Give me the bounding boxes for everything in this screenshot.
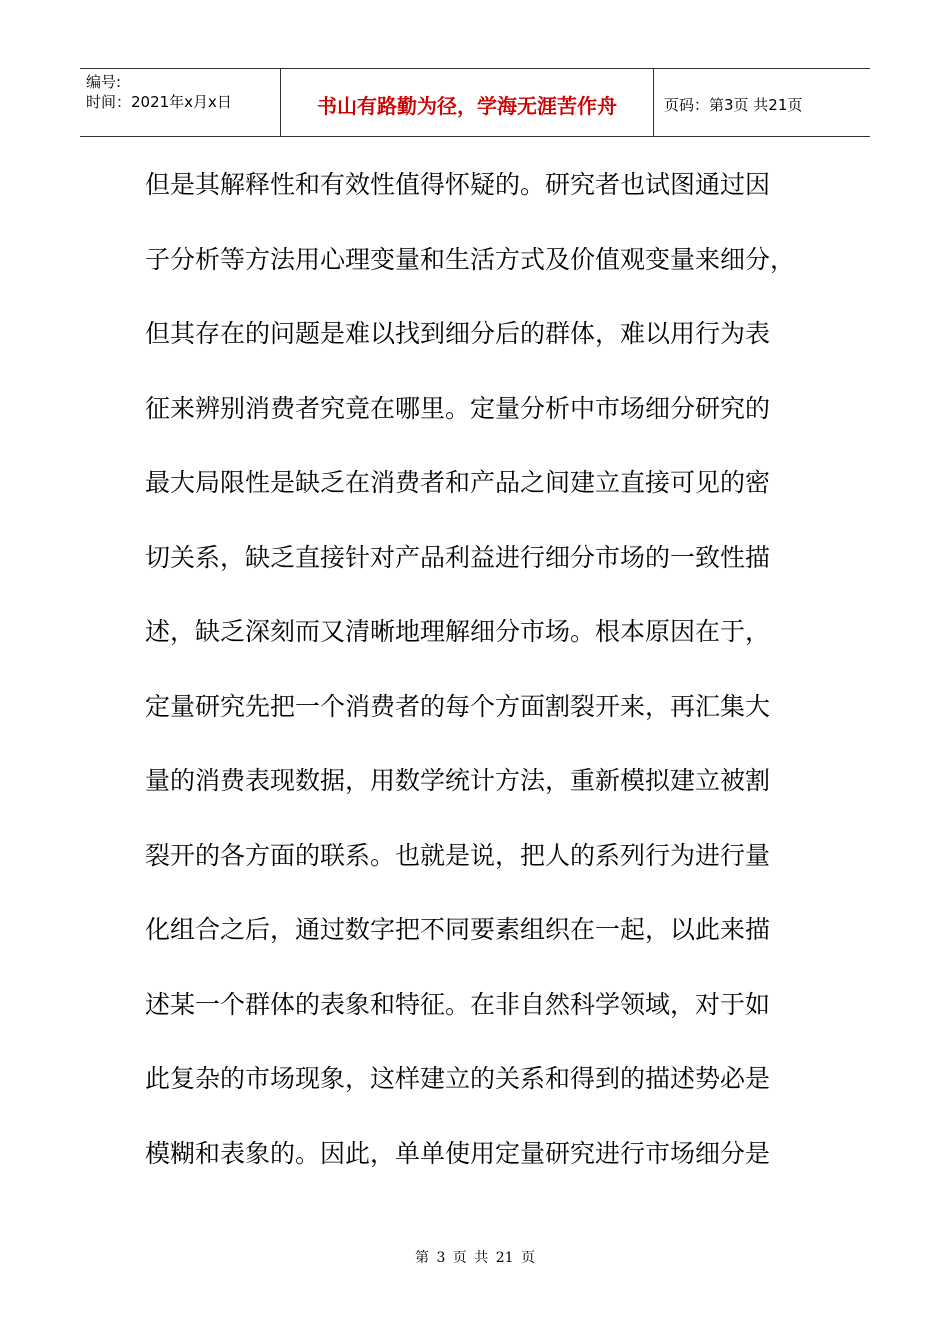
body-line: 征来辨别消费者究竟在哪里。定量分析中市场细分研究的 (145, 393, 771, 423)
time-label: 时间：2021年x月x日 (86, 93, 232, 111)
body-line: 量的消费表现数据，用数学统计方法，重新模拟建立被割 (145, 766, 771, 795)
document-body (145, 148, 805, 1191)
header-meta-cell (80, 69, 281, 136)
body-line: 述某一个群体的表象和特征。在非自然科学领域，对于如 (145, 989, 771, 1019)
body-line: 此复杂的市场现象，这样建立的关系和得到的描述势必是 (145, 1064, 771, 1093)
body-line: 但是其解释性和有效性值得怀疑的。研究者也试图通过因 (145, 170, 771, 199)
body-line: 切关系，缺乏直接针对产品利益进行细分市场的一致性描 (145, 542, 771, 572)
body-line: 但其存在的问题是难以找到细分后的群体，难以用行为表 (145, 319, 771, 348)
body-line: 子分析等方法用心理变量和生活方式及价值观变量来细分， (145, 244, 796, 274)
page-header (80, 68, 870, 137)
body-line: 模糊和表象的。因此，单单使用定量研究进行市场细分是 (145, 1138, 771, 1168)
body-line: 述，缺乏深刻而又清晰地理解细分市场。根本原因在于， (145, 617, 771, 646)
header-motto: 书山有路勤为径，学海无涯苦作舟 (281, 69, 654, 136)
header-page-info: 页码：第3页 共21页 (664, 96, 803, 114)
body-line: 定量研究先把一个消费者的每个方面割裂开来，再汇集大 (145, 691, 771, 721)
page-footer: 第 3 页 共 21 页 (415, 1250, 535, 1266)
body-line: 最大局限性是缺乏在消费者和产品之间建立直接可见的密 (145, 468, 771, 497)
number-label: 编号: (86, 73, 122, 91)
body-line: 裂开的各方面的联系。也就是说，把人的系列行为进行量 (145, 840, 771, 870)
body-line: 化组合之后，通过数字把不同要素组织在一起，以此来描 (145, 915, 771, 944)
